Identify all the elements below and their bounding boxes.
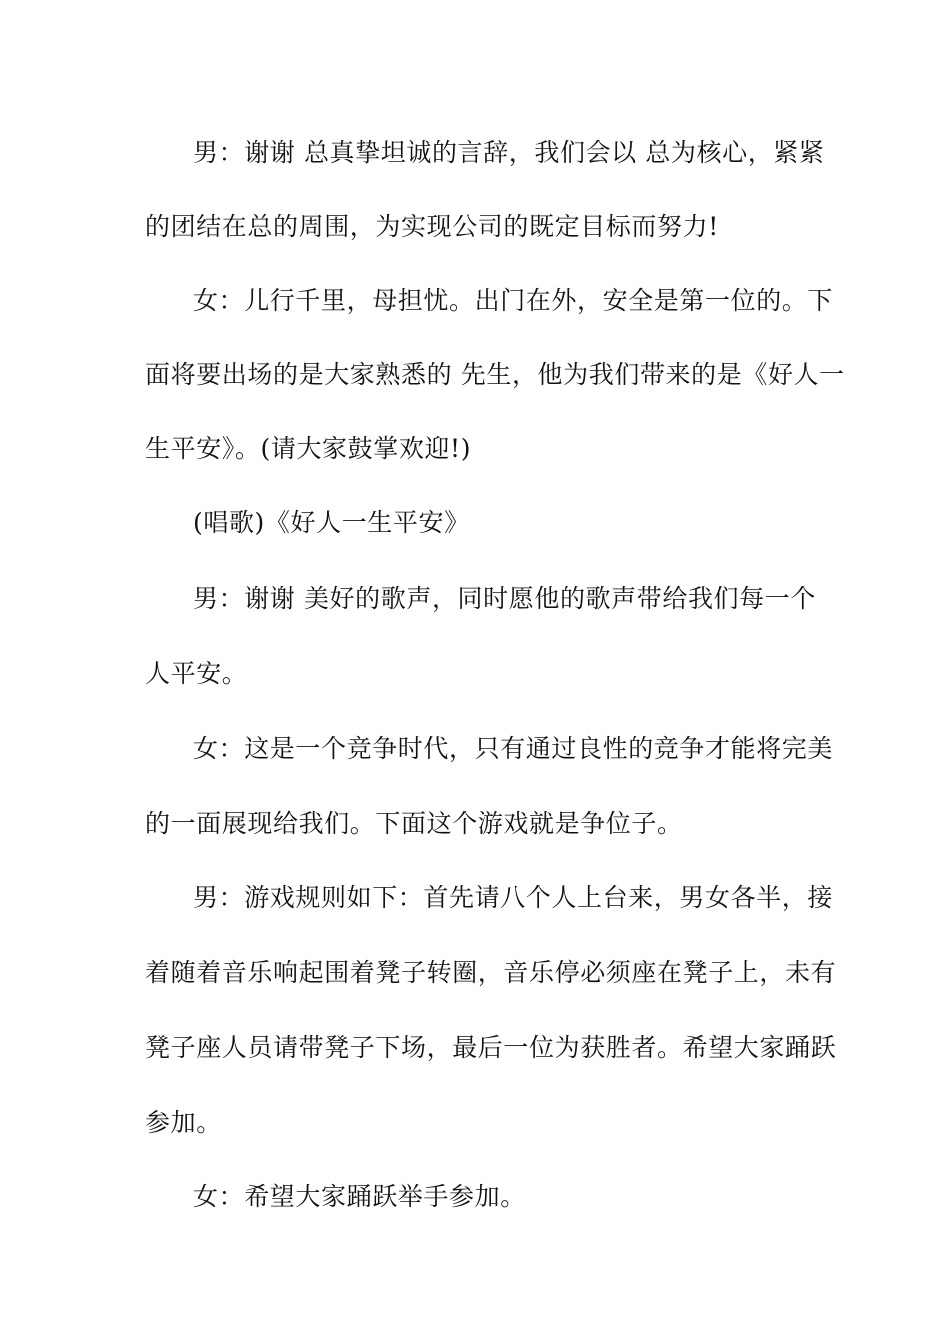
- paragraph-line: (唱歌)《好人一生平安》: [193, 508, 470, 537]
- paragraph-line: 男：谢谢 总真挚坦诚的言辞，我们会以 总为核心，紧紧: [193, 138, 825, 167]
- paragraph-line: 女：儿行千里，母担忧。出门在外，安全是第一位的。下: [193, 286, 834, 315]
- paragraph-line: 着随着音乐响起围着凳子转圈，音乐停必须座在凳子上，未有: [145, 958, 837, 987]
- paragraph-line: 参加。: [145, 1108, 222, 1137]
- paragraph-line: 女：这是一个竞争时代，只有通过良性的竞争才能将完美: [193, 734, 834, 763]
- paragraph-line: 生平安》。(请大家鼓掌欢迎!): [145, 434, 472, 463]
- paragraph-line: 男：游戏规则如下：首先请八个人上台来，男女各半，接: [193, 883, 834, 912]
- paragraph-line: 的团结在总的周围，为实现公司的既定目标而努力!: [145, 212, 719, 241]
- paragraph-line: 人平安。: [145, 659, 248, 688]
- paragraph-line: 的一面展现给我们。下面这个游戏就是争位子。: [145, 809, 683, 838]
- paragraph-line: 面将要出场的是大家熟悉的 先生，他为我们带来的是《好人一: [145, 360, 845, 389]
- paragraph-line: 女：希望大家踊跃举手参加。: [193, 1182, 526, 1211]
- paragraph-line: 男：谢谢 美好的歌声，同时愿他的歌声带给我们每一个: [193, 584, 816, 613]
- paragraph-line: 凳子座人员请带凳子下场，最后一位为获胜者。希望大家踊跃: [145, 1033, 837, 1062]
